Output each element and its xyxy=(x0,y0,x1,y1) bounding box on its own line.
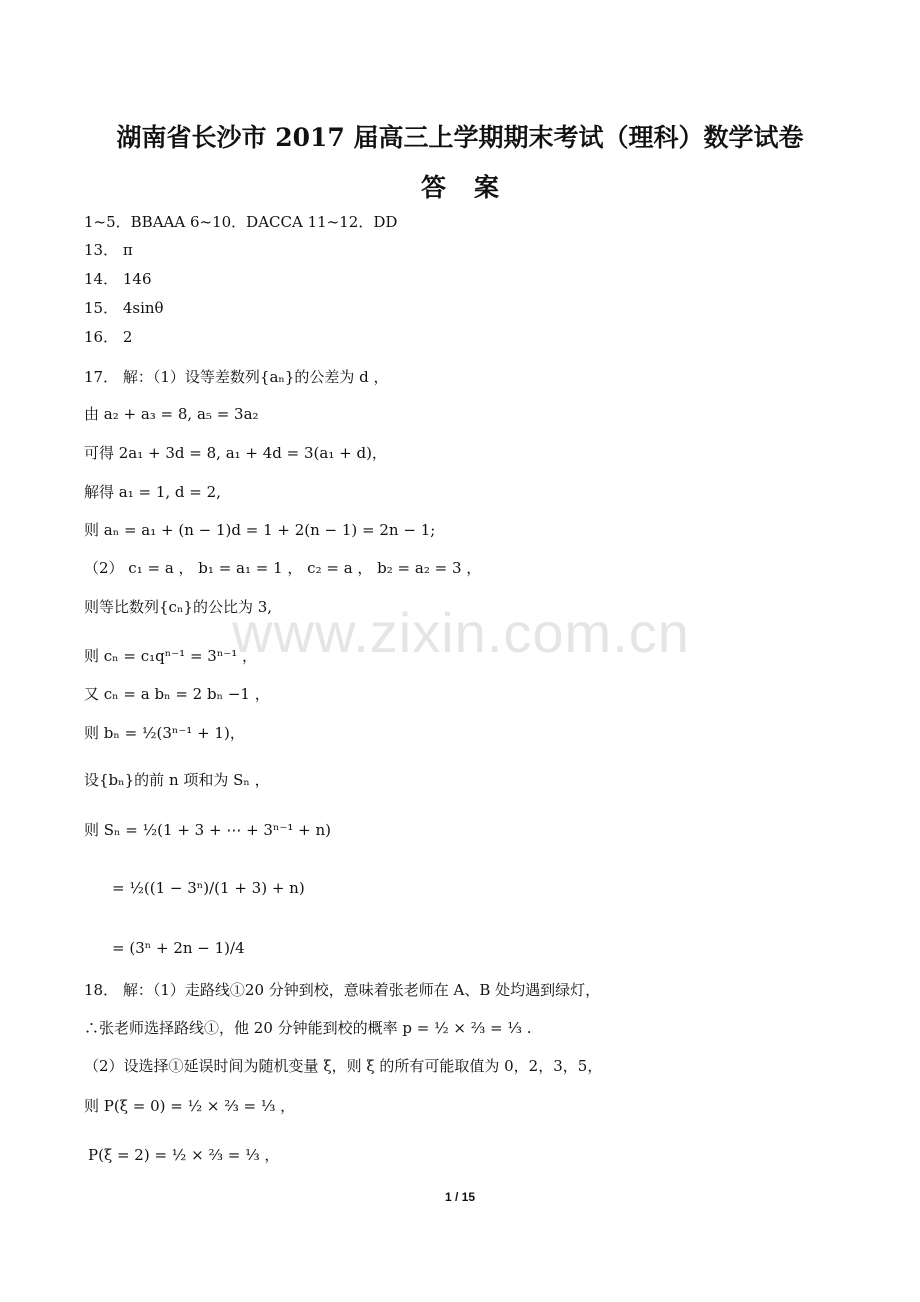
document-title: 湖南省长沙市 2017 届高三上学期期末考试（理科）数学试卷 xyxy=(116,123,804,152)
solution-17-step-4: 则 aₙ = a₁ + (n − 1)d = 1 + 2(n − 1) = 2n − 1; xyxy=(84,521,436,539)
answer-line-15: 15． 4sinθ xyxy=(84,299,164,317)
solution-17-step-6: 则 cₙ = c₁qⁿ⁻¹ = 3ⁿ⁻¹ ， xyxy=(84,647,258,665)
answer-line-16: 16． 2 xyxy=(84,328,133,346)
solution-17-step-2: 可得 2a₁ + 3d = 8, a₁ + 4d = 3(a₁ + d)， xyxy=(84,444,387,462)
document-subtitle: 答案 xyxy=(420,173,527,202)
answer-line-choice: 1~5．BBAAA 6~10．DACCA 11~12．DD xyxy=(84,213,398,231)
solution-17-step-3: 解得 a₁ = 1, d = 2, xyxy=(84,483,221,501)
solution-17-step-5: 则等比数列{cₙ}的公比为 3, xyxy=(84,598,273,616)
solution-18-step-2: 则 P(ξ = 0) = ½ × ⅔ = ⅓ ， xyxy=(84,1097,296,1115)
solution-17-part2: （2） c₁ = a ， b₁ = a₁ = 1 ， c₂ = a ， b₂ = a₂ = 3 ， xyxy=(84,559,482,577)
answer-line-13: 13． π xyxy=(84,241,133,259)
solution-18-step-1: ∴张老师选择路线①，他 20 分钟能到校的概率 p = ½ × ⅔ = ⅓ . xyxy=(84,1019,532,1037)
solution-17-step-7: 又 cₙ = a bₙ = 2 bₙ −1 ， xyxy=(84,685,270,703)
solution-17-step-1: 由 a₂ + a₃ = 8, a₅ = 3a₂ xyxy=(84,405,259,423)
solution-18-step-3: P(ξ = 2) = ½ × ⅔ = ⅓ ， xyxy=(88,1146,280,1164)
solution-17-intro: 17． 解：（1）设等差数列{aₙ}的公差为 d ， xyxy=(84,368,389,386)
answer-line-14: 14． 146 xyxy=(84,270,152,288)
solution-18-part2: （2）设选择①延误时间为随机变量 ξ，则 ξ 的所有可能取值为 0，2，3，5， xyxy=(84,1057,603,1075)
solution-17-step-12: = (3ⁿ + 2n − 1)/4 xyxy=(112,939,245,957)
solution-17-step-9: 设{bₙ}的前 n 项和为 Sₙ ， xyxy=(84,771,270,789)
watermark: www.zixin.com.cn xyxy=(232,601,690,664)
solution-17-step-10: 则 Sₙ = ½(1 + 3 + ⋯ + 3ⁿ⁻¹ + n) xyxy=(84,821,332,839)
solution-17-step-11: = ½((1 − 3ⁿ)/(1 + 3) + n) xyxy=(112,879,305,897)
solution-17-step-8: 则 bₙ = ½(3ⁿ⁻¹ + 1)， xyxy=(84,724,245,742)
page-number: 1 / 15 xyxy=(444,1190,476,1204)
solution-18-intro: 18． 解：（1）走路线①20 分钟到校，意味着张老师在 A、B 处均遇到绿灯， xyxy=(84,981,601,999)
